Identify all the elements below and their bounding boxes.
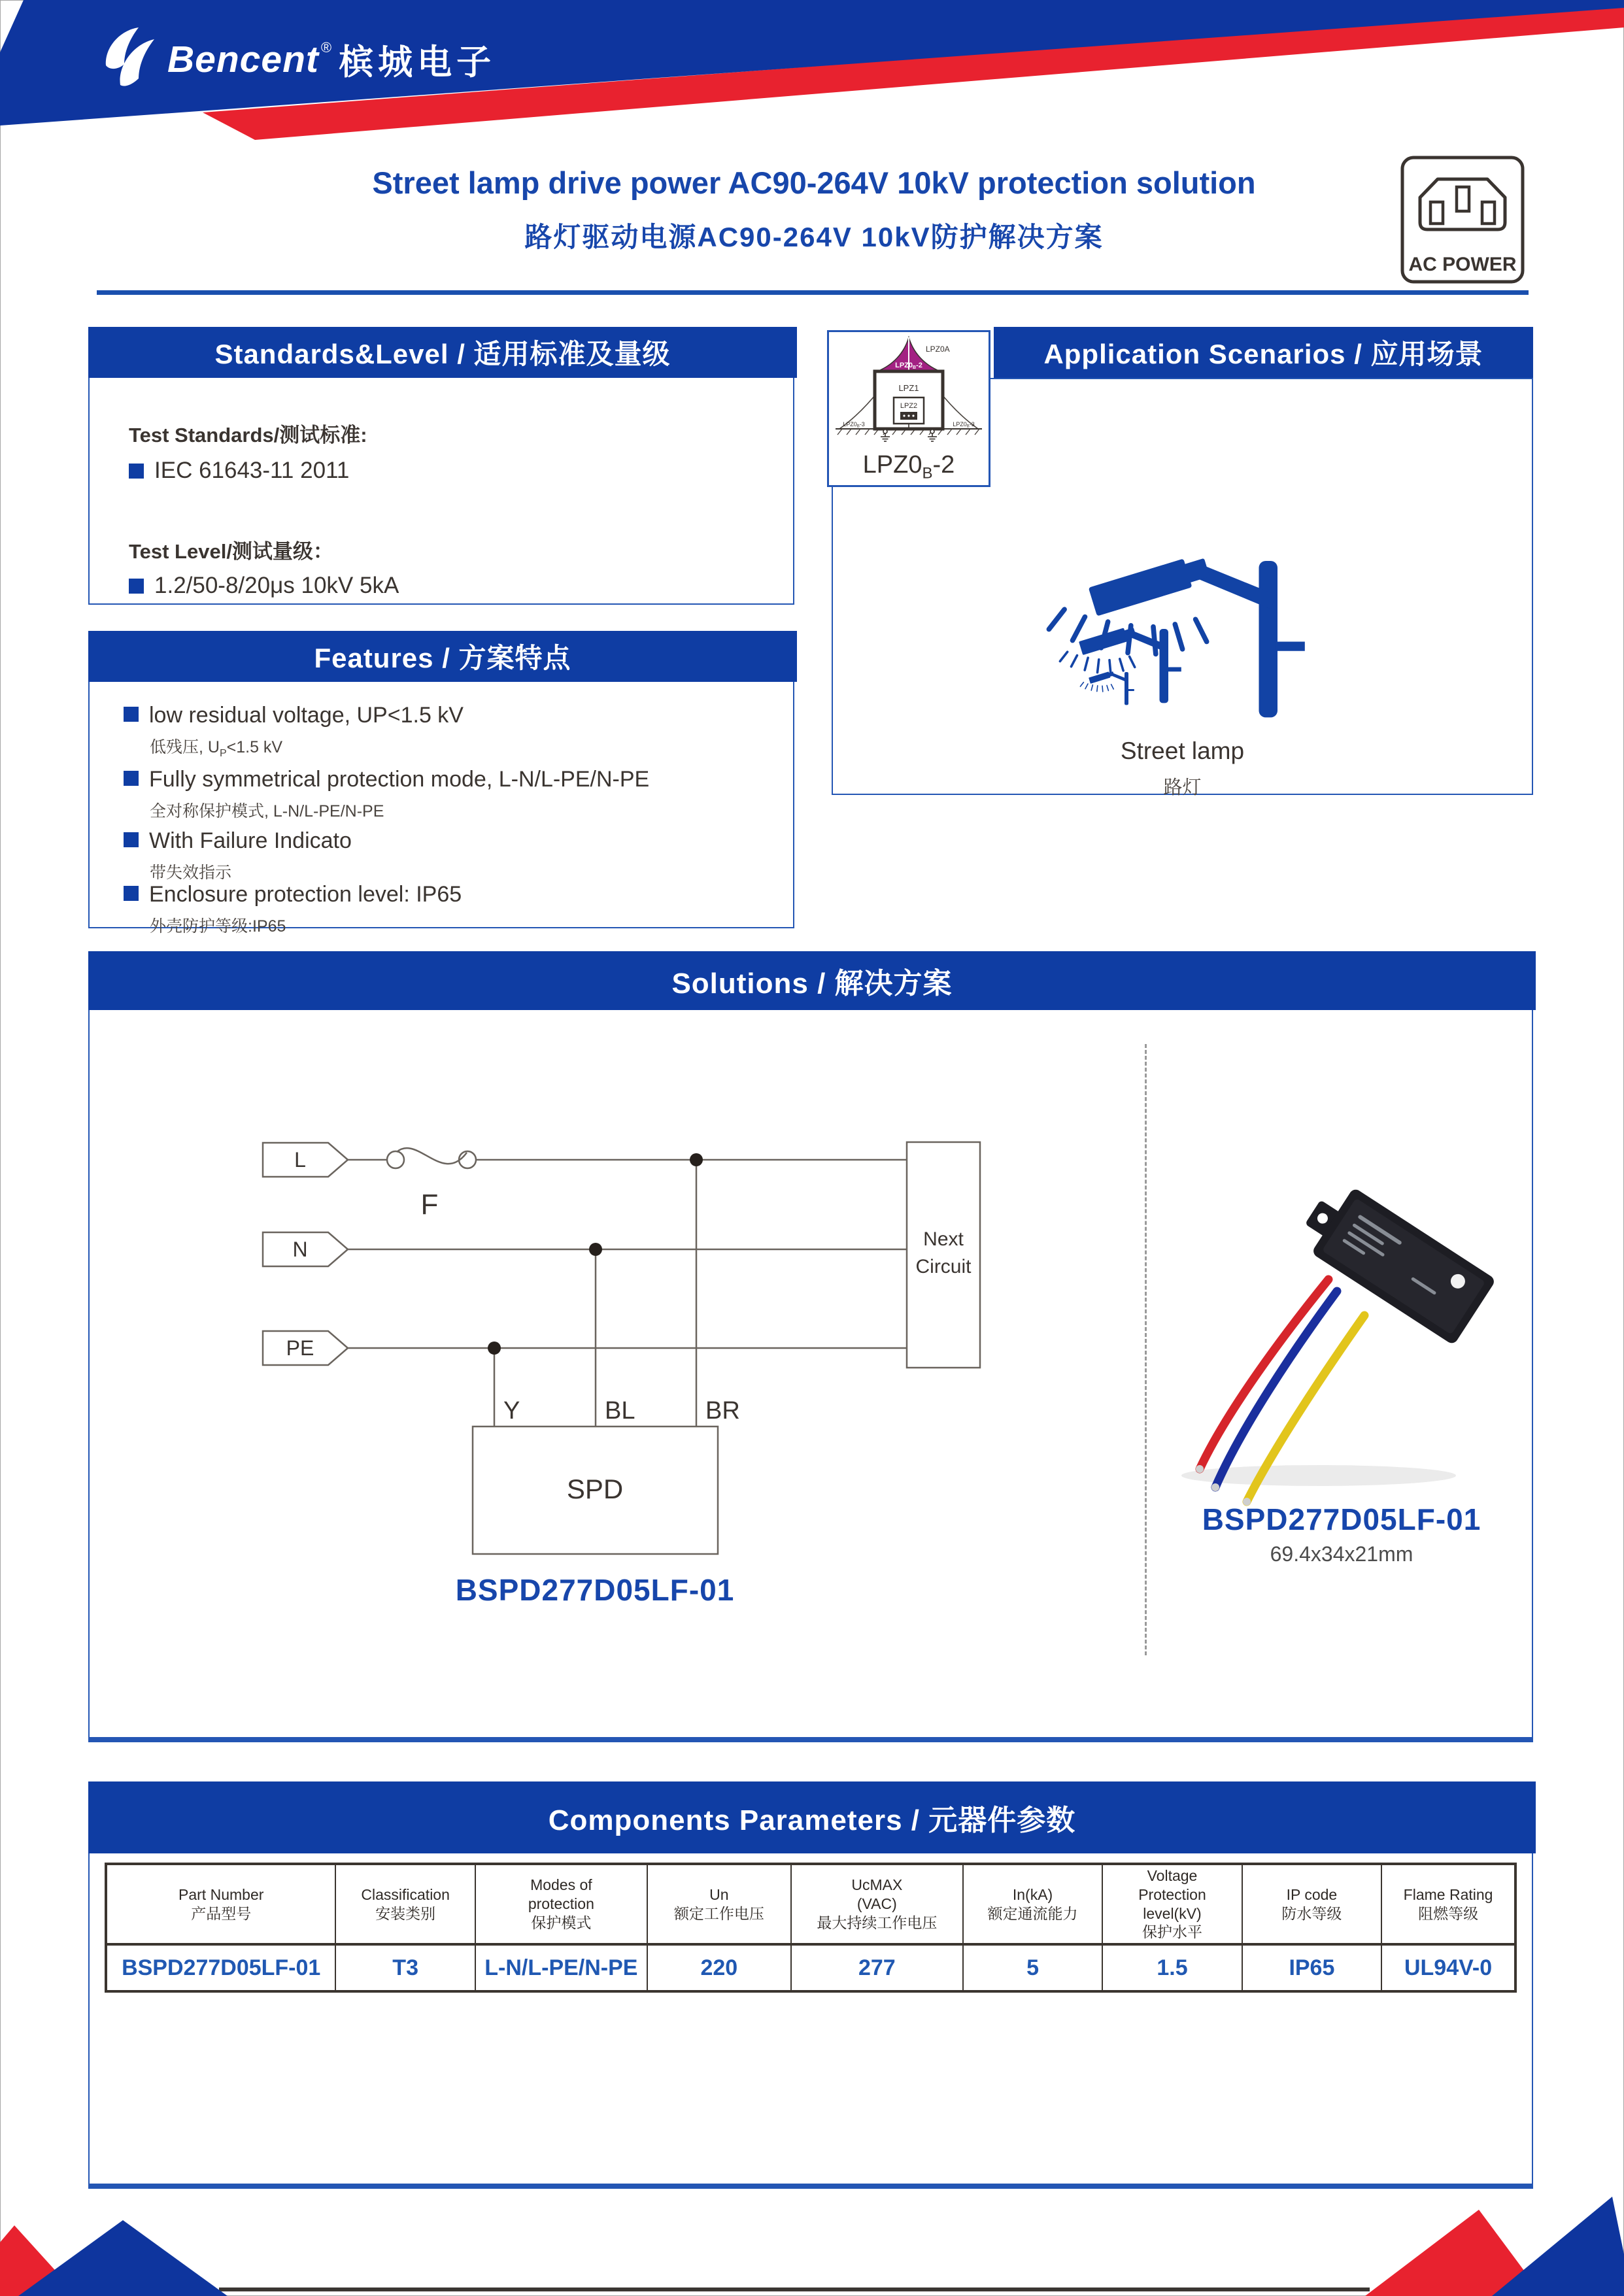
- col-voltage-protection: Voltage Protection level(kV) 保护水平: [1102, 1864, 1242, 1944]
- lpz0a-label: LPZ0A: [926, 345, 950, 354]
- solutions-divider: [1145, 1044, 1147, 1655]
- col-ucmax: UcMAX (VAC) 最大持续工作电压: [791, 1864, 963, 1944]
- fuse-label: F: [420, 1189, 439, 1221]
- components-section: [88, 1781, 1533, 2189]
- test-standards-value: IEC 61643-11 2011: [154, 458, 350, 483]
- title-divider: [97, 290, 1529, 295]
- cell-in: 5: [963, 1944, 1102, 1991]
- lpz-zone-diagram: [829, 332, 989, 450]
- product-size-label: 69.4x34x21mm: [1270, 1542, 1413, 1566]
- test-standards-label: Test Standards/测试标准:: [129, 424, 367, 447]
- feature-1-cn: [150, 734, 777, 760]
- col-in-ka: In(kA) 额定通流能力: [963, 1864, 1102, 1944]
- feature-item: [124, 767, 777, 822]
- feature-2-cn: 全对称保护模式, L-N/L-PE/N-PE: [150, 802, 384, 820]
- components-header: Components Parameters / 元器件参数: [548, 1804, 1076, 1836]
- brand-name-en: Bencent: [167, 38, 319, 80]
- bullet-square-icon: [129, 579, 144, 594]
- cell-part-number: BSPD277D05LF-01: [106, 1944, 335, 1991]
- circuit-model-label: BSPD277D05LF-01: [455, 1573, 735, 1607]
- feature-3-cn: 带失效指示: [150, 864, 232, 882]
- cell-vp: 1.5: [1102, 1944, 1242, 1991]
- feature-1-cn-post: <1.5 kV: [226, 738, 283, 756]
- cell-flame: UL94V-0: [1381, 1944, 1515, 1991]
- terminal-pe-label: PE: [286, 1336, 314, 1360]
- spd-box-label: SPD: [566, 1474, 624, 1504]
- lpz0b2-caption: $LPZ0_B-2$: [862, 451, 955, 482]
- lpz1-label: LPZ1: [898, 383, 919, 393]
- solutions-header-bar: [88, 951, 1536, 1010]
- spd-circuit-diagram: [240, 1116, 1024, 1574]
- ac-power-icon: [1399, 154, 1526, 288]
- col-modes-of-protection: Modes of protection 保护模式: [475, 1864, 647, 1944]
- lpz0b3-left-label: LPZ0B-3: [843, 421, 865, 429]
- application-header: Application Scenarios / 应用场景: [1043, 339, 1483, 369]
- bullet-square-icon: [124, 771, 139, 786]
- next-circuit-label-1: Next: [923, 1228, 964, 1250]
- solutions-header: Solutions / 解决方案: [671, 968, 953, 1000]
- components-parameters-table: [105, 1863, 1517, 1993]
- terminal-l-label: L: [294, 1148, 306, 1172]
- col-flame-rating: Flame Rating 阻燃等级: [1381, 1864, 1515, 1944]
- feature-item: [124, 828, 777, 883]
- solutions-section: [88, 951, 1533, 1742]
- application-header-bar: [994, 327, 1533, 378]
- cell-ucmax: 277: [791, 1944, 963, 1991]
- wire-br-label: BR: [705, 1397, 740, 1425]
- standards-section: [88, 327, 794, 605]
- terminal-n-label: N: [292, 1238, 308, 1261]
- table-data-row: [106, 1944, 1515, 1991]
- feature-3-en: With Failure Indicato: [149, 828, 352, 853]
- test-level-value-row: [129, 573, 399, 599]
- cell-modes: L-N/L-PE/N-PE: [475, 1944, 647, 1991]
- test-level-value: 1.2/50-8/20μs 10kV 5kA: [154, 573, 399, 598]
- col-classification: Classification 安装类别: [335, 1864, 475, 1944]
- wire-y-label: Y: [503, 1397, 520, 1425]
- features-header-bar: [88, 631, 797, 682]
- feature-1-en: low residual voltage, UP<1.5 kV: [149, 703, 464, 728]
- bullet-square-icon: [124, 832, 139, 847]
- cell-un: 220: [647, 1944, 791, 1991]
- col-un: Un 额定工作电压: [647, 1864, 791, 1944]
- features-header: Features / 方案特点: [314, 643, 571, 673]
- feature-1-cn-pre: 低残压, U: [150, 738, 220, 756]
- next-circuit-label-2: Circuit: [915, 1256, 972, 1277]
- brand-name-cn: 槟城电子: [339, 42, 496, 82]
- features-section: [88, 631, 794, 936]
- feature-4-en: Enclosure protection level: IP65: [149, 882, 462, 907]
- brand-swoosh-icon: [98, 25, 161, 93]
- feature-4-cn: 外壳防护等级:IP65: [150, 917, 286, 936]
- ac-power-label: AC POWER: [1408, 254, 1517, 275]
- standards-header: Standards&Level / 适用标准及量级: [214, 339, 671, 369]
- bullet-square-icon: [124, 707, 139, 722]
- page-title-cn: 路灯驱动电源AC90-264V 10kV防护解决方案: [524, 222, 1104, 252]
- test-level-label: Test Level/测试量级：: [129, 540, 333, 563]
- col-part-number: Part Number 产品型号: [106, 1864, 335, 1944]
- spd-product-image: [1168, 1181, 1515, 1521]
- bullet-square-icon: [129, 464, 144, 479]
- feature-2-en: Fully symmetrical protection mode, L-N/L-PE/N-PE: [149, 767, 650, 792]
- registered-mark: ®: [320, 39, 332, 56]
- lpz2-label: LPZ2: [900, 402, 918, 410]
- footer-decoration: [0, 2191, 1624, 2296]
- test-standards-value-row: [129, 458, 349, 484]
- feature-item: [124, 703, 777, 760]
- table-header-row: [106, 1864, 1515, 1944]
- product-model-label: BSPD277D05LF-01: [1202, 1502, 1481, 1536]
- street-lamp-caption-cn: 路灯: [1163, 777, 1202, 798]
- col-ip-code: IP code 防水等级: [1242, 1864, 1381, 1944]
- wire-bl-label: BL: [605, 1397, 635, 1425]
- lpz0b2-roof-label: LPZ0B-2: [895, 362, 922, 370]
- feature-item: [124, 882, 777, 937]
- bullet-square-icon: [124, 886, 139, 901]
- components-header-bar: [88, 1781, 1536, 1853]
- brand-logo: [98, 25, 496, 93]
- cell-classification: T3: [335, 1944, 475, 1991]
- lpz0b3-right-label: LPZ0B-3: [953, 421, 975, 429]
- page-title-en: Street lamp drive power AC90-264V 10kV protection solution: [372, 165, 1256, 200]
- cell-ip: IP65: [1242, 1944, 1381, 1991]
- standards-header-bar: [88, 327, 797, 378]
- feature-1-cn-sub: P: [219, 748, 227, 759]
- lpz-zone-box: [827, 330, 990, 487]
- street-lamp-caption-en: Street lamp: [1120, 737, 1245, 764]
